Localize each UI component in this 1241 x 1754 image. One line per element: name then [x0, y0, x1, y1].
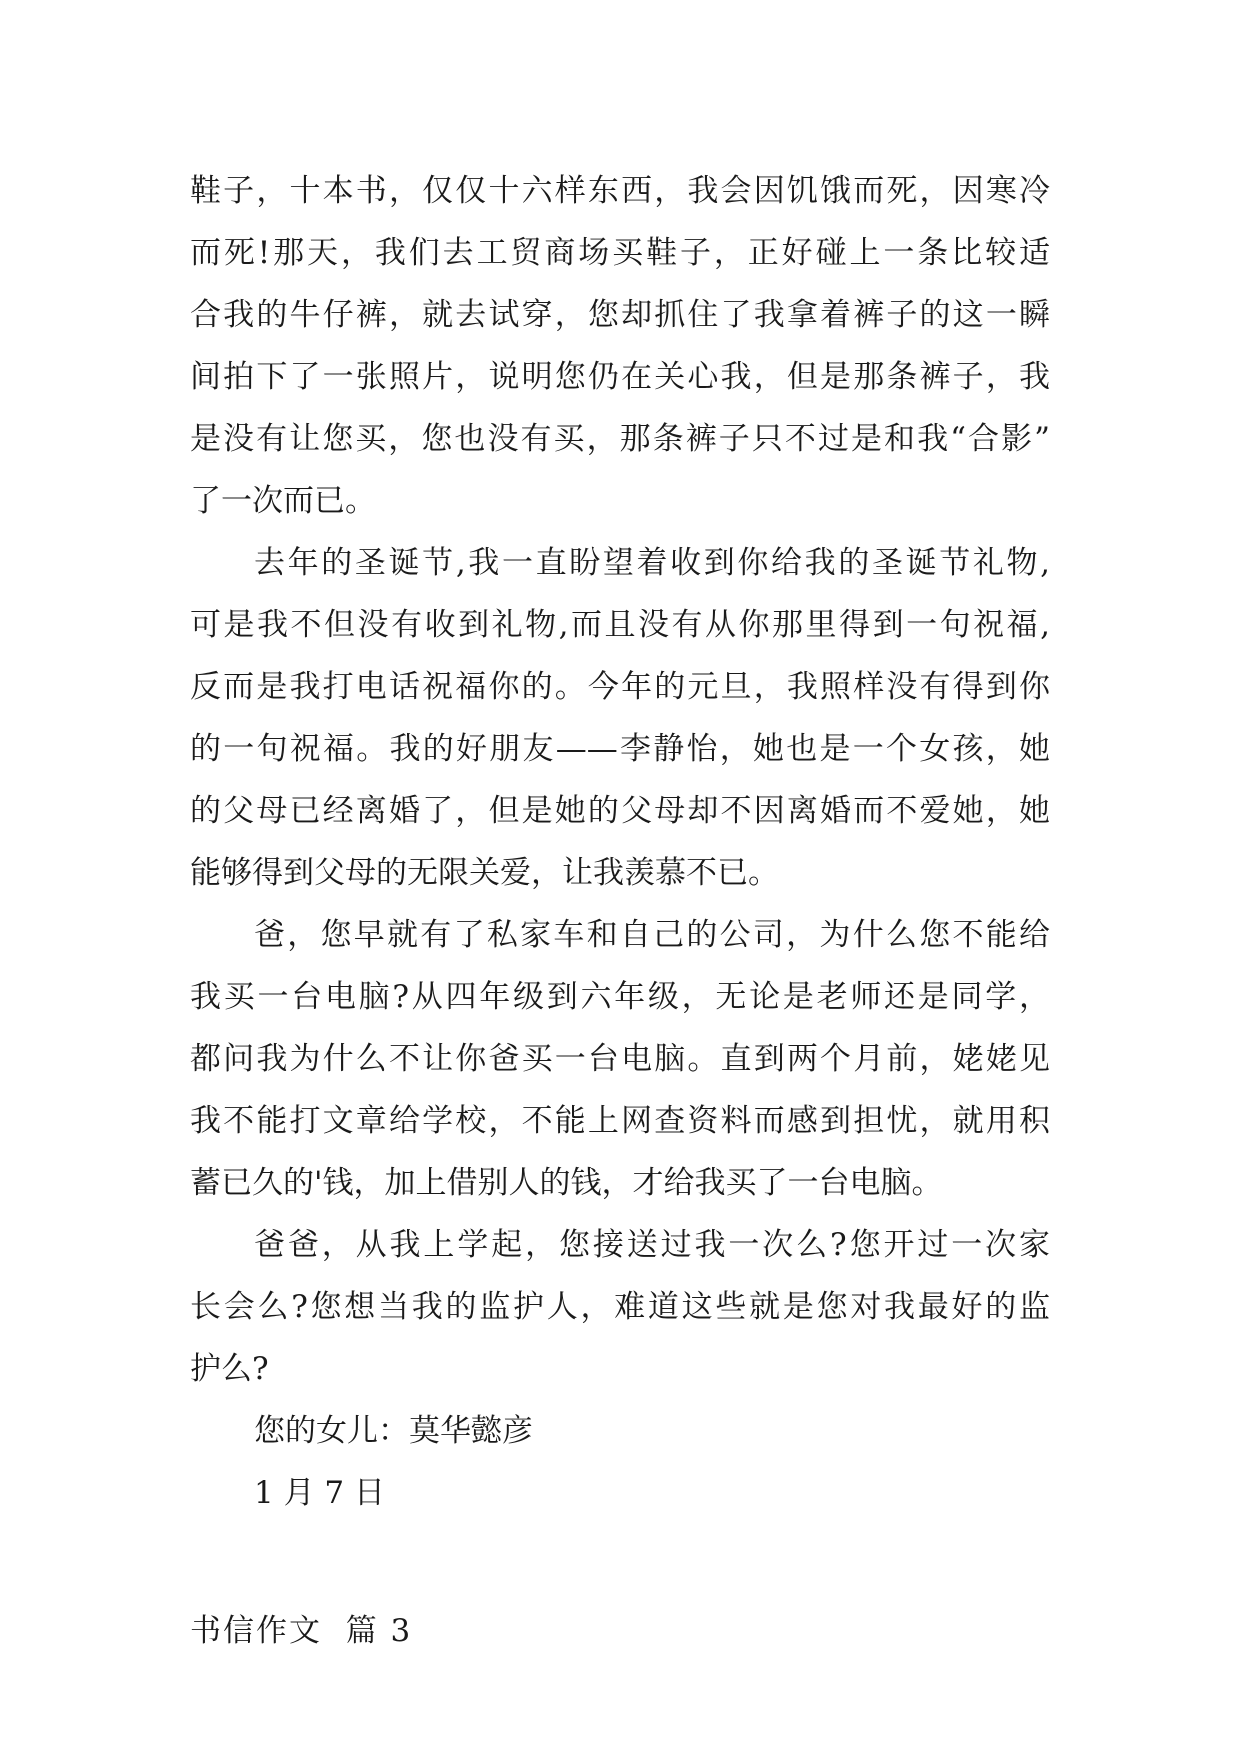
section-heading: 书信作文 篇 3	[190, 1613, 413, 1649]
text-line: 是没有让您买，您也没有买，那条裤子只不过是和我“合影”	[190, 421, 1050, 457]
paragraph-continued	[190, 160, 1050, 532]
text-line: 爸爸，从我上学起，您接送过我一次么?您开过一次家	[254, 1227, 1050, 1263]
text-line: 而死!那天，我们去工贸商场买鞋子，正好碰上一条比较适	[190, 235, 1050, 271]
paragraph-computer	[190, 904, 1050, 1214]
text-line: 爸，您早就有了私家车和自己的公司，为什么您不能给	[254, 917, 1050, 953]
text-line: 我不能打文章给学校，不能上网查资料而感到担忧，就用积	[190, 1103, 1050, 1139]
letter-body	[190, 160, 1050, 1662]
text-line: 去年的圣诞节,我一直盼望着收到你给我的圣诞节礼物,	[254, 545, 1050, 581]
text-line: 间拍下了一张照片，说明您仍在关心我，但是那条裤子，我	[190, 359, 1050, 395]
text-line: 反而是我打电话祝福你的。今年的元旦，我照样没有得到你	[190, 669, 1050, 705]
text-line: 能够得到父母的无限关爱，让我羡慕不已。	[190, 855, 779, 891]
text-line: 合我的牛仔裤，就去试穿，您却抓住了我拿着裤子的这一瞬	[190, 297, 1050, 333]
text-line: 的父母已经离婚了，但是她的父母却不因离婚而不爱她，她	[190, 793, 1050, 829]
text-line: 鞋子，十本书，仅仅十六样东西，我会因饥饿而死，因寒冷	[190, 173, 1050, 209]
paragraph-christmas	[190, 532, 1050, 904]
signature: 您的女儿：莫华懿彦	[254, 1413, 533, 1449]
text-line: 护么?	[190, 1351, 269, 1387]
text-line: 可是我不但没有收到礼物,而且没有从你那里得到一句祝福,	[190, 607, 1050, 643]
paragraph-school	[190, 1214, 1050, 1400]
text-line: 了一次而已。	[190, 483, 376, 519]
section-gap	[190, 1524, 1050, 1600]
text-line: 长会么?您想当我的监护人，难道这些就是您对我最好的监	[190, 1289, 1050, 1325]
text-line: 蓄已久的'钱，加上借别人的钱，才给我买了一台电脑。	[190, 1165, 943, 1201]
text-line: 的一句祝福。我的好朋友——李静怡，她也是一个女孩，她	[190, 731, 1050, 767]
letter-date: 1 月 7 日	[254, 1475, 386, 1511]
text-line: 我买一台电脑?从四年级到六年级，无论是老师还是同学，	[190, 979, 1050, 1015]
text-line: 都问我为什么不让你爸买一台电脑。直到两个月前，姥姥见	[190, 1041, 1050, 1077]
